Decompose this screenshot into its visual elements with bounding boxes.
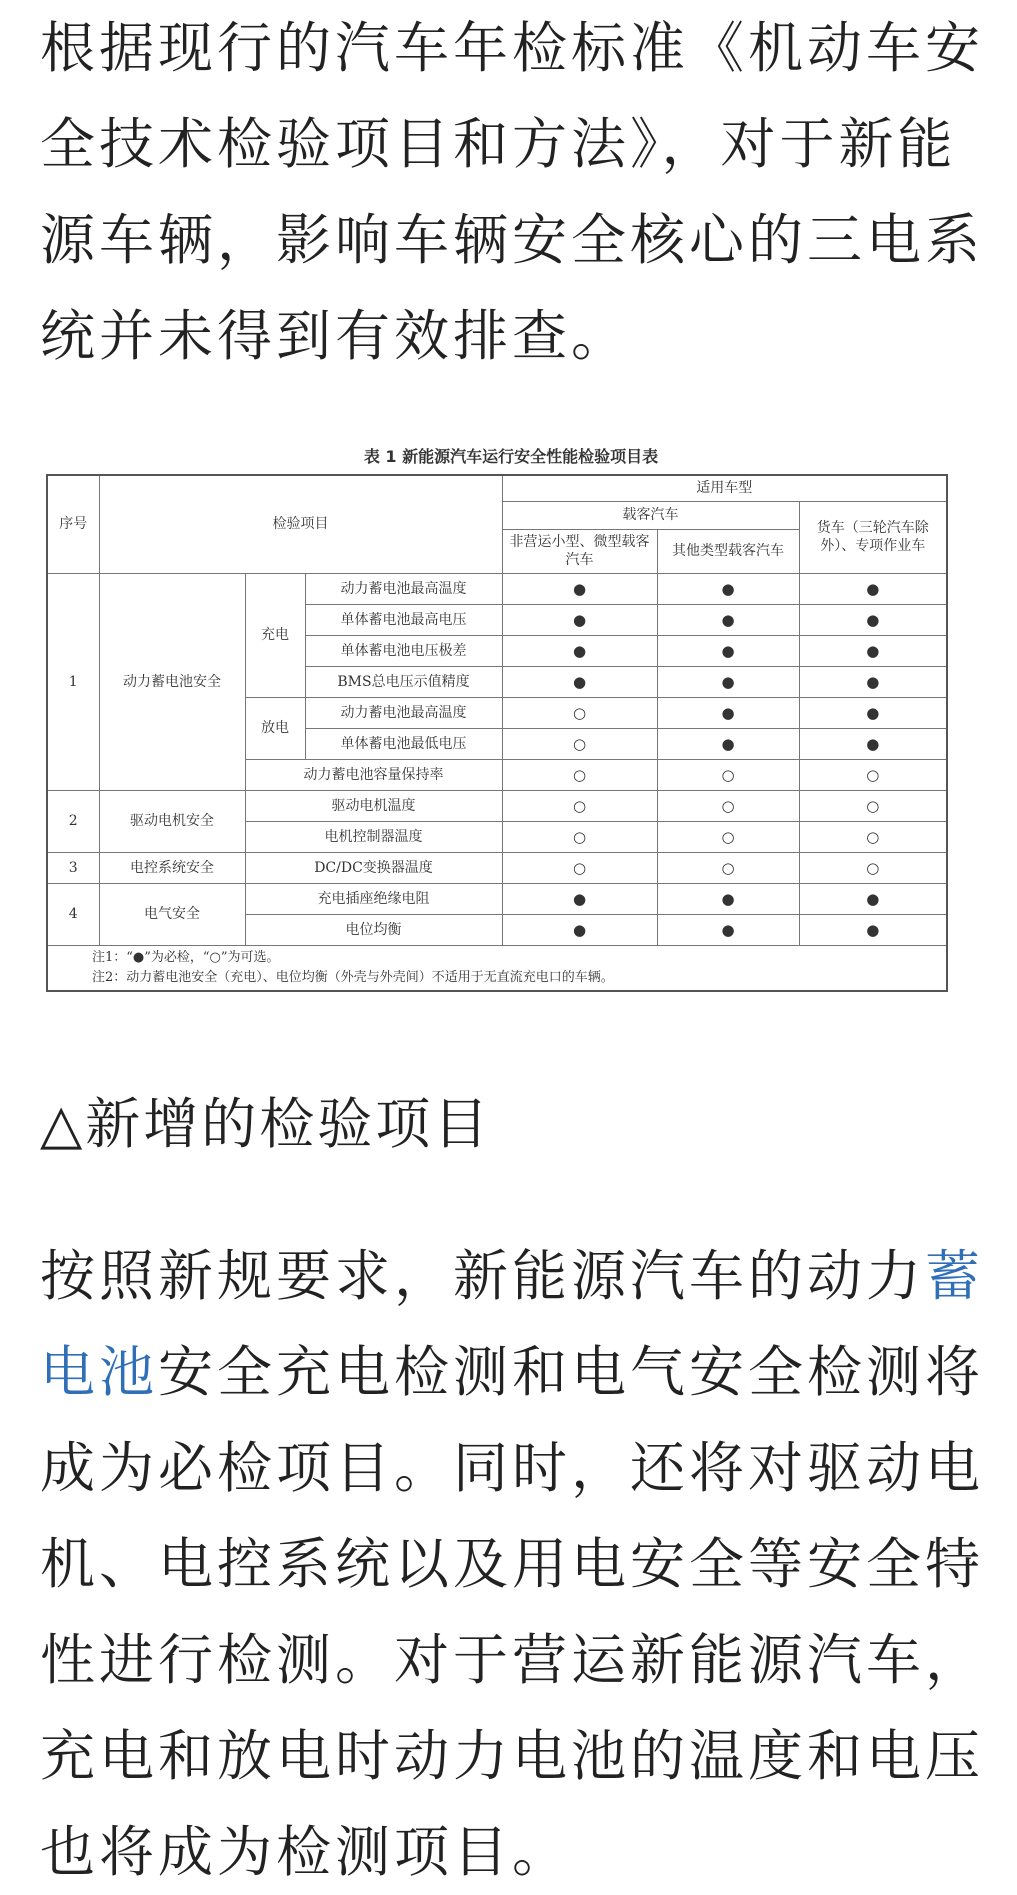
item-cell: 驱动电机温度 [245, 790, 502, 821]
inspection-table-image [46, 440, 946, 992]
body-text-rest: 安全充电检测和电气安全检测将成为必检项目。同时，还将对驱动电机、电控系统以及用电安全等安全特性进行检测。对于营运新能源汽车，充电和放电时动力电池的温度和电压也将成为检测项目。 [40, 1340, 985, 1884]
mark-cell: ○ [657, 852, 799, 883]
group-number: 3 [47, 852, 99, 883]
mark-cell: ● [799, 728, 947, 759]
mark-cell: ● [657, 666, 799, 697]
mark-cell: ● [799, 914, 947, 945]
mark-cell: ● [502, 914, 657, 945]
mark-cell: ○ [657, 790, 799, 821]
mark-cell: ○ [657, 821, 799, 852]
item-cell: DC/DC变换器温度 [245, 852, 502, 883]
mark-cell: ● [657, 697, 799, 728]
body-paragraph [40, 1228, 985, 1895]
header-col1: 非营运小型、微型载客汽车 [502, 529, 657, 573]
mark-cell: ○ [502, 728, 657, 759]
header-col2: 其他类型载客汽车 [657, 529, 799, 573]
mark-cell: ○ [799, 759, 947, 790]
group-number: 4 [47, 883, 99, 945]
mark-cell: ○ [502, 759, 657, 790]
section-heading: △新增的检验项目 [40, 1092, 492, 1156]
mark-cell: ○ [502, 852, 657, 883]
item-cell: 动力蓄电池最高温度 [305, 697, 502, 728]
subgroup-discharge: 放电 [245, 697, 305, 759]
item-cell: 充电插座绝缘电阻 [245, 883, 502, 914]
mark-cell: ● [799, 573, 947, 604]
mark-cell: ● [502, 573, 657, 604]
mark-cell: ○ [502, 697, 657, 728]
mark-cell: ○ [799, 821, 947, 852]
mark-cell: ● [657, 573, 799, 604]
item-cell: 电机控制器温度 [245, 821, 502, 852]
intro-paragraph: 根据现行的汽车年检标准《机动车安全技术检验项目和方法》，对于新能源车辆，影响车辆安全核心的三电系统并未得到有效排查。 [40, 16, 985, 368]
body-text-lead: 按照新规要求，新能源汽车的动力 [40, 1244, 926, 1308]
mark-cell: ● [502, 883, 657, 914]
mark-cell: ● [799, 666, 947, 697]
item-cell: 单体蓄电池电压极差 [305, 635, 502, 666]
mark-cell: ● [799, 697, 947, 728]
header-applicable: 适用车型 [502, 475, 947, 501]
mark-cell: ● [657, 914, 799, 945]
table-notes [47, 945, 947, 991]
table-note: 注1：“●”为必检，“○”为可选。 [92, 949, 280, 965]
item-cell: 单体蓄电池最低电压 [305, 728, 502, 759]
battery-link[interactable]: 蓄电池 [40, 1244, 985, 1404]
header-passenger: 载客汽车 [502, 501, 799, 529]
mark-cell: ● [657, 883, 799, 914]
mark-cell: ● [799, 604, 947, 635]
item-cell: 单体蓄电池最高电压 [305, 604, 502, 635]
mark-cell: ● [657, 635, 799, 666]
group-name: 电控系统安全 [99, 852, 245, 883]
item-cell: BMS总电压示值精度 [305, 666, 502, 697]
subgroup-charge: 充电 [245, 573, 305, 697]
group-name: 动力蓄电池安全 [99, 573, 245, 790]
header-item: 检验项目 [99, 475, 502, 573]
table-title: 表 1 新能源汽车运行安全性能检验项目表 [363, 447, 659, 466]
group-name: 驱动电机安全 [99, 790, 245, 852]
group-number: 1 [47, 573, 99, 790]
table-note: 注2：动力蓄电池安全（充电）、电位均衡（外壳与外壳间）不适用于无直流充电口的车辆。 [92, 969, 614, 985]
mark-cell: ○ [799, 790, 947, 821]
inspection-items-table [46, 474, 948, 992]
mark-cell: ○ [502, 821, 657, 852]
mark-cell: ○ [502, 790, 657, 821]
mark-cell: ● [799, 883, 947, 914]
item-cell: 动力蓄电池最高温度 [305, 573, 502, 604]
item-cell: 动力蓄电池容量保持率 [245, 759, 502, 790]
mark-cell: ● [502, 635, 657, 666]
header-col3: 货车（三轮汽车除外）、专项作业车 [799, 501, 947, 573]
mark-cell: ● [657, 604, 799, 635]
item-cell: 电位均衡 [245, 914, 502, 945]
group-name: 电气安全 [99, 883, 245, 945]
mark-cell: ○ [657, 759, 799, 790]
mark-cell: ○ [799, 852, 947, 883]
mark-cell: ● [799, 635, 947, 666]
mark-cell: ● [657, 728, 799, 759]
group-number: 2 [47, 790, 99, 852]
mark-cell: ● [502, 666, 657, 697]
mark-cell: ● [502, 604, 657, 635]
header-seq: 序号 [47, 475, 99, 573]
